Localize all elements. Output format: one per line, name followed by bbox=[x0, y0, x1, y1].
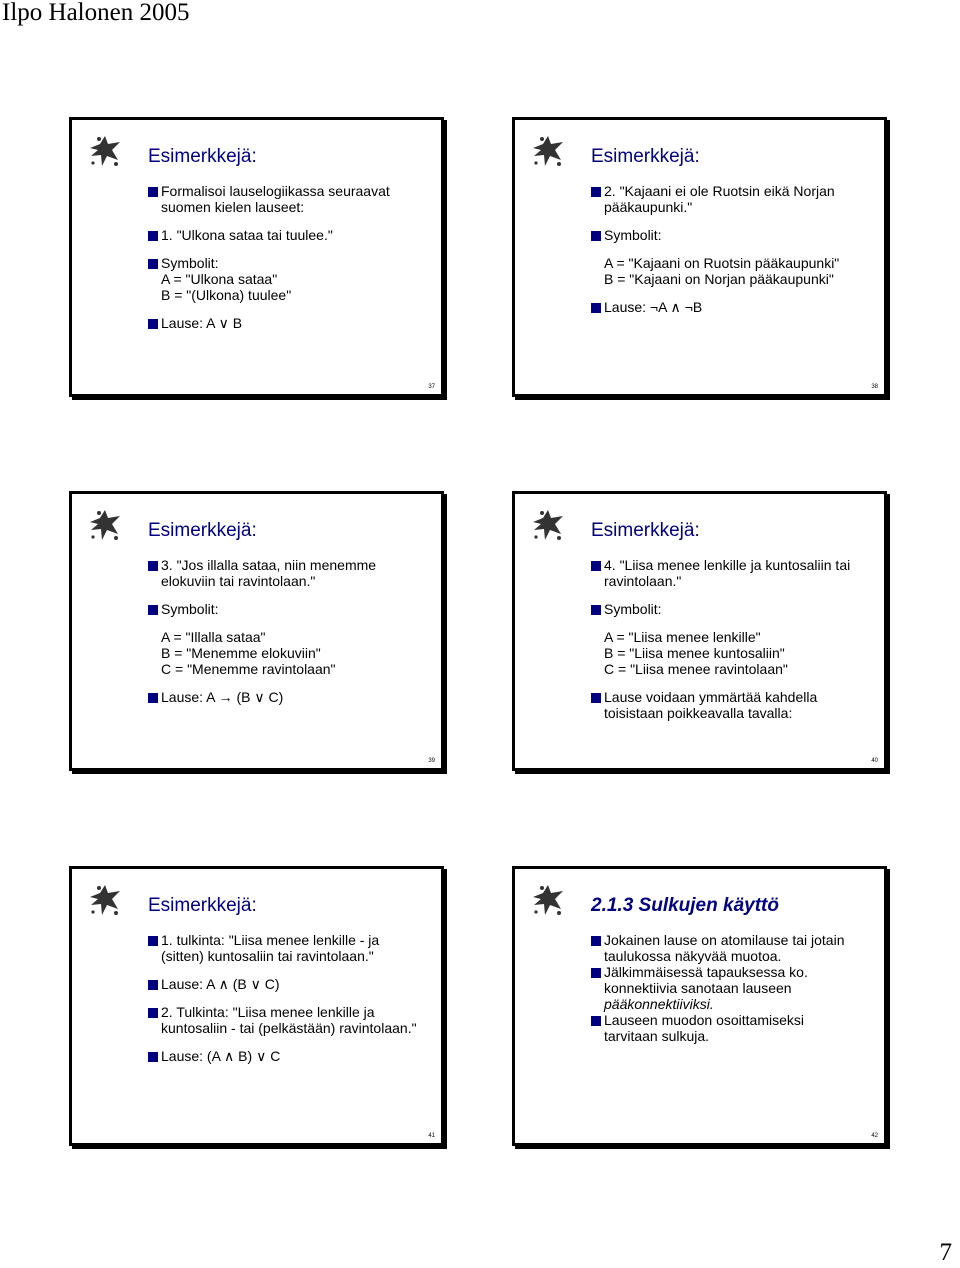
slide-text-line: Lause: ¬A ∧ ¬B bbox=[604, 299, 703, 315]
slide-text-line: elokuviin tai ravintolaan." bbox=[161, 573, 316, 589]
slide-text-line: Symbolit: bbox=[604, 601, 662, 617]
slide-text-line: A = "Illalla sataa" bbox=[161, 629, 266, 645]
university-logo-icon bbox=[531, 883, 565, 917]
slide-number: 39 bbox=[428, 758, 435, 764]
slide-list-item bbox=[148, 227, 433, 243]
square-bullet-icon bbox=[591, 605, 601, 615]
slide-list-item bbox=[148, 1048, 433, 1064]
slide-number: 37 bbox=[428, 384, 435, 390]
slide-number: 42 bbox=[871, 1133, 878, 1139]
square-bullet-icon bbox=[148, 319, 158, 329]
university-logo-icon bbox=[88, 134, 122, 168]
slide-list-item bbox=[591, 183, 876, 215]
slide-42 bbox=[512, 866, 887, 1146]
slide-text-line: pääkaupunki." bbox=[604, 199, 693, 215]
slide-text-line: konnektiivia sanotaan lauseen bbox=[604, 980, 792, 996]
square-bullet-icon bbox=[148, 231, 158, 241]
square-bullet-icon bbox=[148, 693, 158, 703]
slide-text-line: kuntosaliin - tai (pelkästään) ravintolaan." bbox=[161, 1020, 417, 1036]
slide-text-line: suomen kielen lauseet: bbox=[161, 199, 305, 215]
slide-text-line: A = "Kajaani on Ruotsin pääkaupunki" bbox=[604, 255, 840, 271]
slide-text-line: Jokainen lause on atomilause tai jotain bbox=[604, 932, 845, 948]
square-bullet-icon bbox=[148, 605, 158, 615]
slide-40 bbox=[512, 491, 887, 771]
slide-38 bbox=[512, 117, 887, 397]
slide-number: 38 bbox=[871, 384, 878, 390]
slide-text-line: Lause: A → (B ∨ C) bbox=[161, 689, 284, 705]
slide-body bbox=[148, 183, 433, 331]
slide-text-line: Formalisoi lauselogiikassa seuraavat bbox=[161, 183, 390, 199]
square-bullet-icon bbox=[591, 1016, 601, 1026]
square-bullet-icon bbox=[148, 980, 158, 990]
square-bullet-icon bbox=[148, 561, 158, 571]
slide-text-line: pääkonnektiiviksi. bbox=[604, 996, 714, 1012]
slide-text-line: Lause: (A ∧ B) ∨ C bbox=[161, 1048, 281, 1064]
slide-title: Esimerkkejä: bbox=[148, 895, 257, 916]
slide-text-line: B = "Kajaani on Norjan pääkaupunki" bbox=[604, 271, 834, 287]
slide-list-item bbox=[591, 227, 876, 243]
slide-text-line: C = "Liisa menee ravintolaan" bbox=[604, 661, 788, 677]
slide-39 bbox=[69, 491, 444, 771]
slide-body bbox=[148, 557, 433, 705]
slide-text-line: Lause voidaan ymmärtää kahdella bbox=[604, 689, 818, 705]
slide-title: Esimerkkejä: bbox=[148, 520, 257, 541]
slide-text-line: Symbolit: bbox=[161, 601, 219, 617]
square-bullet-icon bbox=[591, 303, 601, 313]
slide-37 bbox=[69, 117, 444, 397]
slide-text-line: 1. "Ulkona sataa tai tuulee." bbox=[161, 227, 333, 243]
slide-text-line: toisistaan poikkeavalla tavalla: bbox=[604, 705, 793, 721]
slide-title: Esimerkkejä: bbox=[591, 146, 700, 167]
slide-body bbox=[591, 183, 876, 315]
slide-text-line: 2. "Kajaani ei ole Ruotsin eikä Norjan bbox=[604, 183, 835, 199]
square-bullet-icon bbox=[591, 231, 601, 241]
university-logo-icon bbox=[88, 508, 122, 542]
slide-title: 2.1.3 Sulkujen käyttö bbox=[591, 895, 779, 916]
square-bullet-icon bbox=[591, 561, 601, 571]
slide-list-item bbox=[148, 255, 433, 303]
square-bullet-icon bbox=[148, 1008, 158, 1018]
slide-list-item bbox=[148, 1004, 433, 1036]
slide-list-item bbox=[148, 557, 433, 589]
slide-title: Esimerkkejä: bbox=[591, 520, 700, 541]
slide-list-item bbox=[148, 976, 433, 992]
slide-text-line: B = "Menemme elokuviin" bbox=[161, 645, 321, 661]
slide-list-item bbox=[148, 932, 433, 964]
slide-text-line: 3. "Jos illalla sataa, niin menemme bbox=[161, 557, 377, 573]
slide-number: 40 bbox=[871, 758, 878, 764]
slide-list-item bbox=[591, 964, 876, 1012]
slide-text-line: 4. "Liisa menee lenkille ja kuntosaliin tai bbox=[604, 557, 851, 573]
slide-text-line: (sitten) kuntosaliin tai ravintolaan." bbox=[161, 948, 374, 964]
slide-text-line: ravintolaan." bbox=[604, 573, 682, 589]
square-bullet-icon bbox=[148, 1052, 158, 1062]
square-bullet-icon bbox=[591, 936, 601, 946]
slide-body bbox=[148, 932, 433, 1064]
slide-text-line: B = "(Ulkona) tuulee" bbox=[161, 287, 292, 303]
slide-text-line: Lause: A ∧ (B ∨ C) bbox=[161, 976, 280, 992]
slide-text-line: taulukossa näkyvää muotoa. bbox=[604, 948, 782, 964]
slide-text-line: A = "Ulkona sataa" bbox=[161, 271, 278, 287]
square-bullet-icon bbox=[591, 968, 601, 978]
slide-text-line: 1. tulkinta: "Liisa menee lenkille - ja bbox=[161, 932, 380, 948]
square-bullet-icon bbox=[148, 936, 158, 946]
slide-text-line: Symbolit: bbox=[161, 255, 219, 271]
document-header: Ilpo Halonen 2005 bbox=[2, 0, 190, 26]
slide-text-line: B = "Liisa menee kuntosaliin" bbox=[604, 645, 785, 661]
university-logo-icon bbox=[531, 134, 565, 168]
university-logo-icon bbox=[531, 508, 565, 542]
slide-body bbox=[591, 932, 876, 1044]
slide-list-item bbox=[148, 689, 433, 705]
slide-list-item bbox=[591, 932, 876, 964]
slide-list-item bbox=[148, 315, 433, 331]
slide-list-item bbox=[148, 601, 433, 617]
slide-title: Esimerkkejä: bbox=[148, 146, 257, 167]
slide-list-item bbox=[591, 255, 876, 287]
slide-41 bbox=[69, 866, 444, 1146]
slide-text-line: C = "Menemme ravintolaan" bbox=[161, 661, 336, 677]
slide-text-line: 2. Tulkinta: "Liisa menee lenkille ja bbox=[161, 1004, 375, 1020]
slide-list-item bbox=[591, 629, 876, 677]
slide-text-line: A = "Liisa menee lenkille" bbox=[604, 629, 761, 645]
square-bullet-icon bbox=[148, 259, 158, 269]
slide-text-line: tarvitaan sulkuja. bbox=[604, 1028, 710, 1044]
slide-text-line: Symbolit: bbox=[604, 227, 662, 243]
slide-list-item bbox=[148, 183, 433, 215]
square-bullet-icon bbox=[591, 187, 601, 197]
slide-list-item bbox=[591, 1012, 876, 1044]
slide-body bbox=[591, 557, 876, 721]
slide-list-item bbox=[591, 601, 876, 617]
square-bullet-icon bbox=[148, 187, 158, 197]
university-logo-icon bbox=[88, 883, 122, 917]
slide-list-item bbox=[591, 299, 876, 315]
page-number: 7 bbox=[939, 1239, 952, 1266]
square-bullet-icon bbox=[591, 693, 601, 703]
slide-number: 41 bbox=[428, 1133, 435, 1139]
slide-list-item bbox=[591, 557, 876, 589]
slide-list-item bbox=[148, 629, 433, 677]
slide-text-line: Jälkimmäisessä tapauksessa ko. bbox=[604, 964, 808, 980]
slide-text-line: Lause: A ∨ B bbox=[161, 315, 243, 331]
slide-list-item bbox=[591, 689, 876, 721]
slide-text-line: Lauseen muodon osoittamiseksi bbox=[604, 1012, 805, 1028]
